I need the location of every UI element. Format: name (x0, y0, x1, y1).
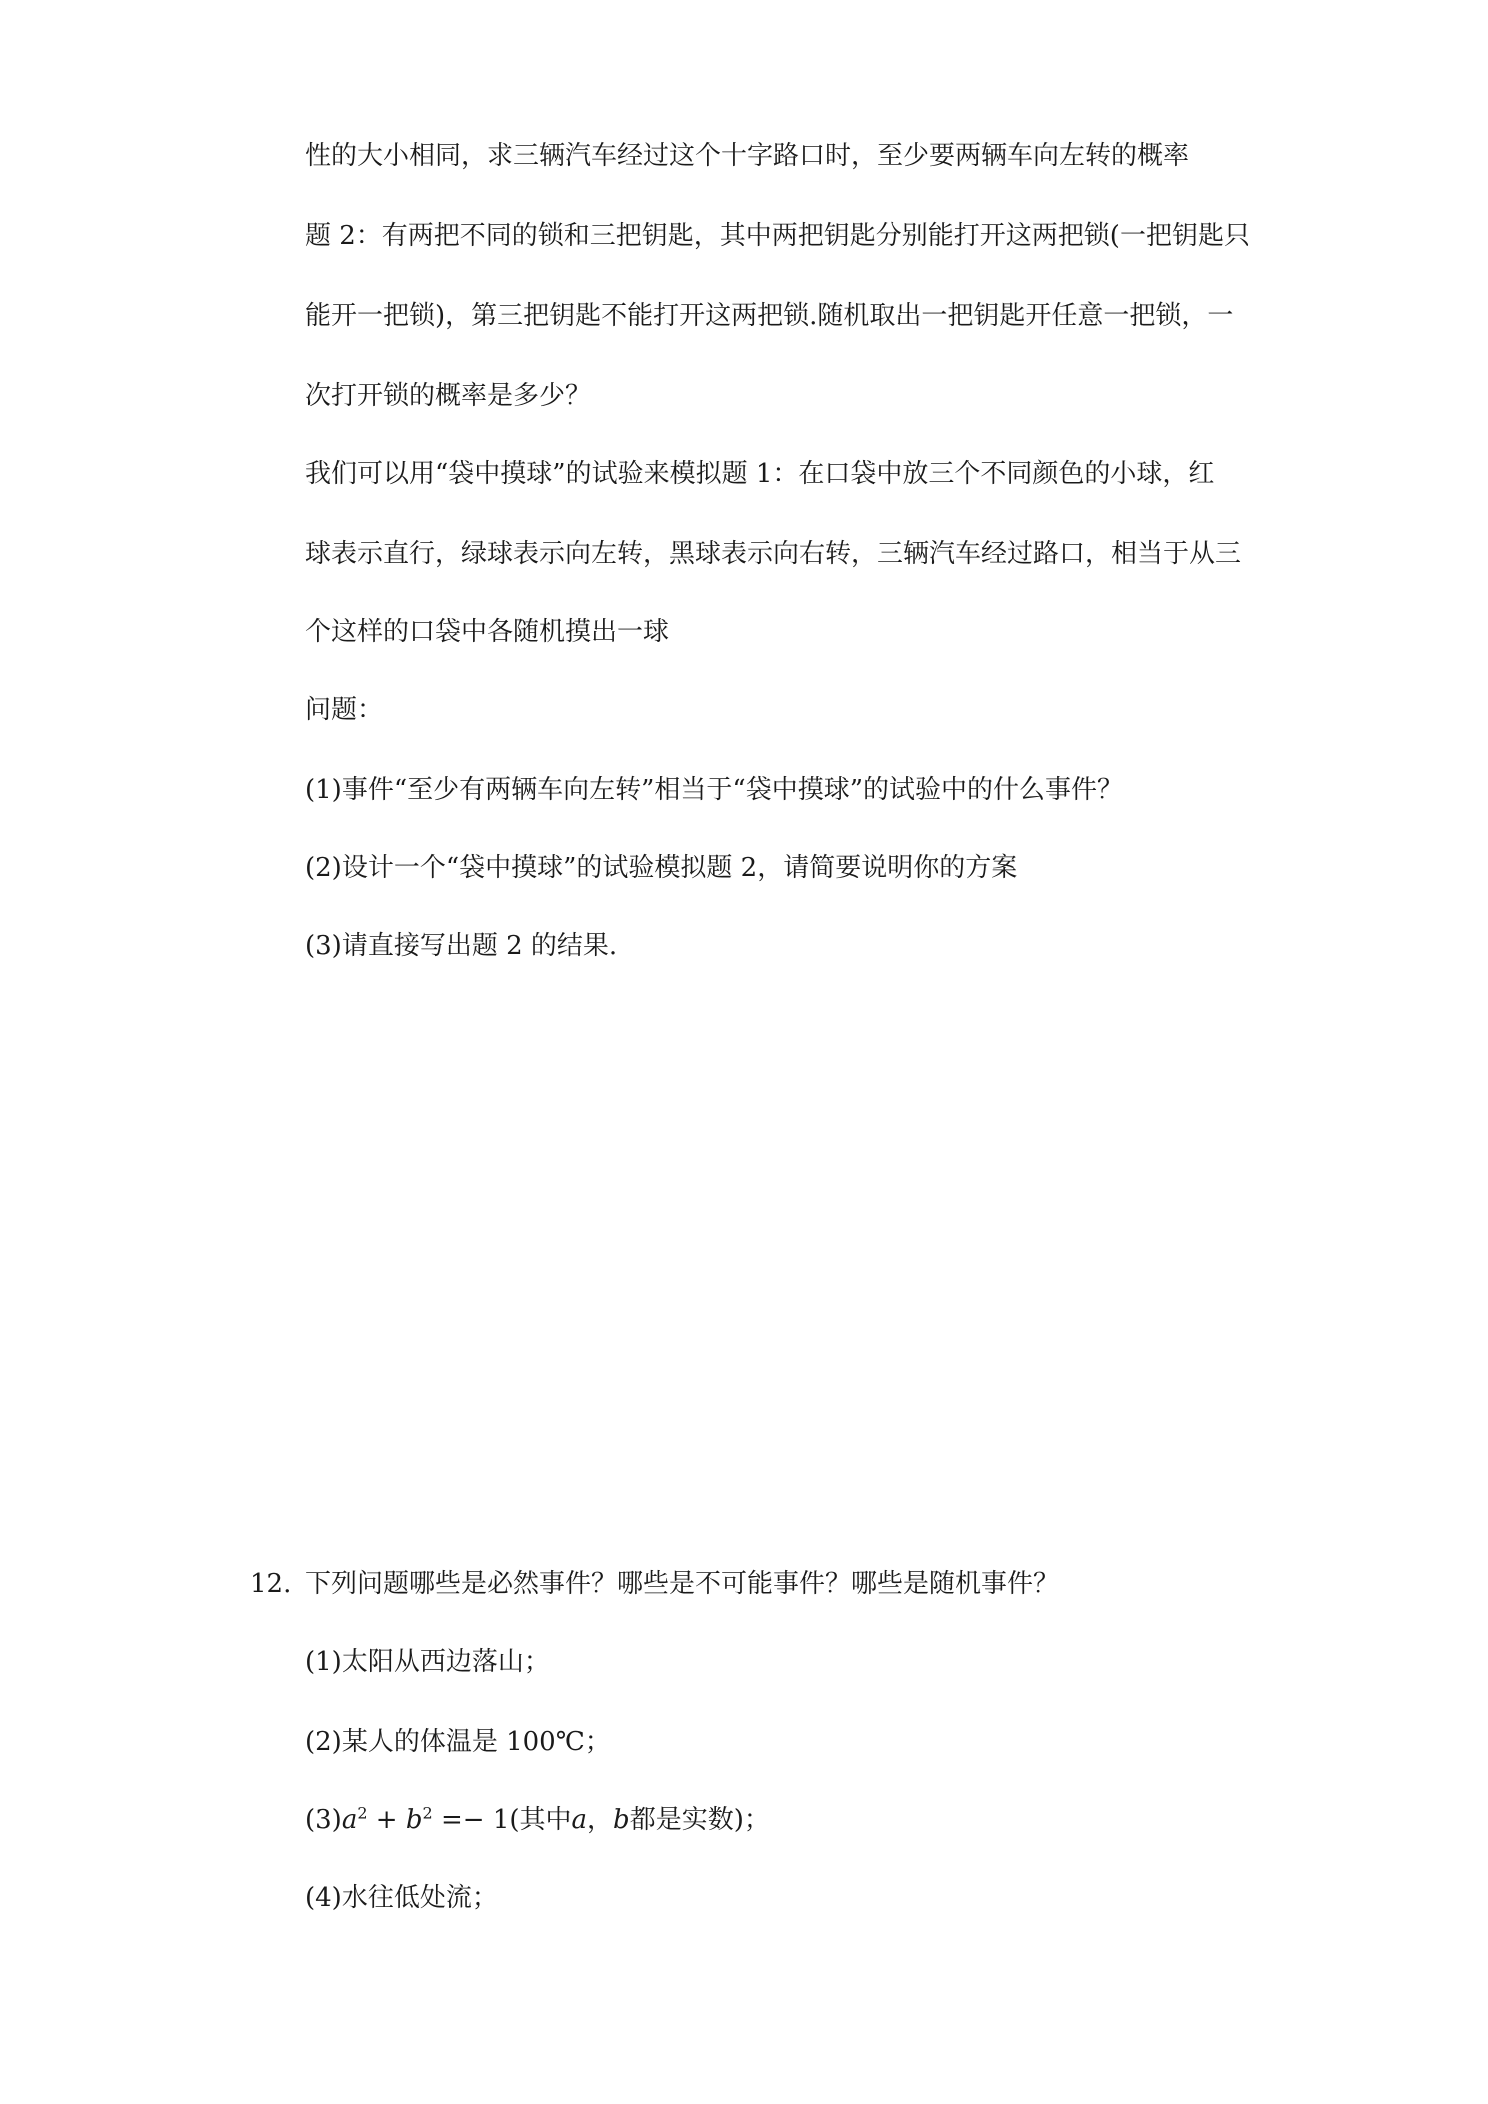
p11-line-6: 球表示直行，绿球表示向左转，黑球表示向右转，三辆汽车经过路口，相当于从三 (305, 539, 1242, 569)
math-exponent: 2 (357, 1803, 368, 1823)
p11-line-1: 性的大小相同，求三辆汽车经过这个十字路口时，至少要两辆车向左转的概率 (305, 141, 1190, 171)
p11-line-2: 题 2：有两把不同的锁和三把钥匙，其中两把钥匙分别能打开这两把锁(一把钥匙只 (305, 221, 1250, 251)
p11-subquestion-1: (1)事件“至少有两辆车向左转”相当于“袋中摸球”的试验中的什么事件？ (305, 775, 1123, 805)
p12-item-1: (1)太阳从西边落山； (305, 1647, 550, 1677)
p12-item-2: (2)某人的体温是 100℃； (305, 1727, 611, 1757)
math-var-b: b (613, 1805, 630, 1835)
math-exponent: 2 (422, 1803, 433, 1823)
p11-line-4: 次打开锁的概率是多少？ (305, 381, 592, 411)
math-plus: + (367, 1805, 406, 1835)
math-equals: =− 1(其中 (432, 1805, 572, 1835)
math-var-a: a (571, 1805, 588, 1835)
p11-line-5: 我们可以用“袋中摸球”的试验来模拟题 1：在口袋中放三个不同颜色的小球，红 (305, 459, 1215, 489)
math-comma: ， (587, 1805, 614, 1835)
p12-number: 12. (250, 1569, 292, 1599)
p11-subquestion-3: (3)请直接写出题 2 的结果. (305, 931, 618, 961)
math-var-b: b (405, 1805, 423, 1835)
p12-item-3-suffix: 都是实数)； (629, 1805, 770, 1835)
p12-item-3-prefix: (3) (305, 1805, 342, 1835)
math-var-a: a (341, 1805, 358, 1835)
p12-stem: 下列问题哪些是必然事件？哪些是不可能事件？哪些是随机事件？ (305, 1569, 1060, 1599)
p11-question-label: 问题： (305, 695, 384, 725)
p12-item-3 (305, 1803, 770, 1837)
p11-line-7: 个这样的口袋中各随机摸出一球 (305, 617, 670, 647)
p11-subquestion-2: (2)设计一个“袋中摸球”的试验模拟题 2，请简要说明你的方案 (305, 853, 1018, 883)
p11-line-3: 能开一把锁)，第三把钥匙不能打开这两把锁.随机取出一把钥匙开任意一把锁，一 (305, 301, 1234, 331)
p12-item-4: (4)水往低处流； (305, 1883, 498, 1913)
